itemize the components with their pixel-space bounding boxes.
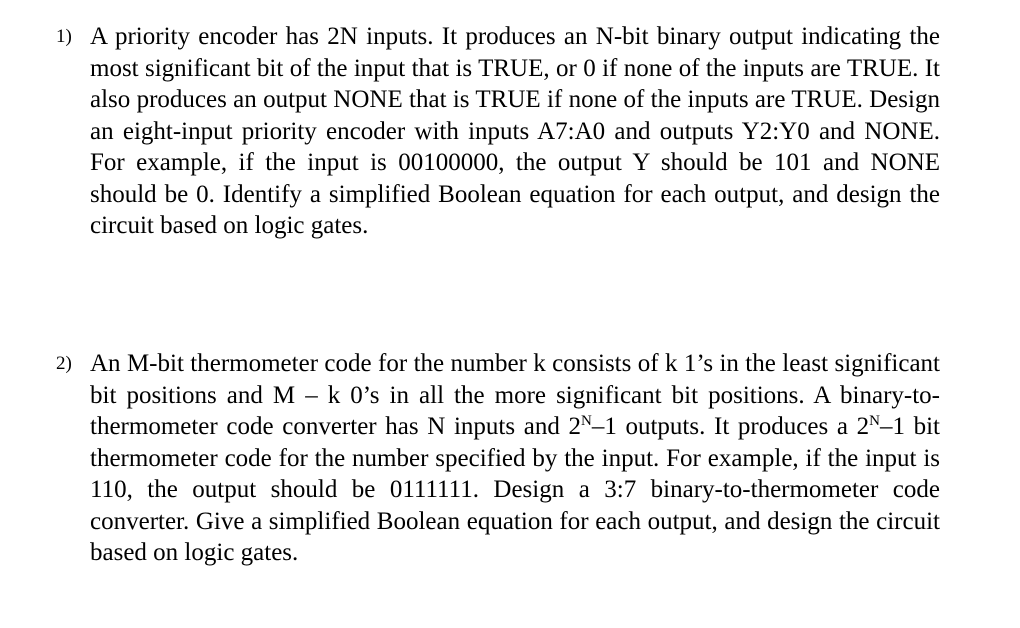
problem-2-superscript-2: N — [869, 413, 880, 429]
problem-1 — [56, 21, 940, 242]
problem-2-text-part-2: –1 outputs. It produces a 2 — [591, 413, 870, 440]
problem-2-text — [90, 348, 940, 569]
problem-2-superscript-1: N — [580, 413, 592, 429]
problem-2-number: 2) — [56, 353, 72, 374]
problem-1-text: A priority encoder has 2N inputs. It produces an N-bit binary output indicating the most significant bit of the input that is TRUE, or 0 if none of the inputs are TRUE. It also produces an output NONE that is TRUE if none of the inputs are TRUE. Design an eight-input priority encoder with inputs A7:A0 and outputs Y2:Y0 and NONE. For example, if the input is 00100000, the output Y should be 101 and NONE should be 0. Identify a simplified Boolean equation for each output, and design the circuit based on logic gates. — [90, 23, 940, 239]
problem-2-text-part-3: –1 bit thermometer code for the number specified by the input. For example, if the input is 110, the output should be 0111111. Design a 3:7 binary-to-thermometer code converter. Give a simplified Boolean equation for each output, and design the circuit based on logic gates. — [90, 413, 940, 566]
problem-2 — [56, 348, 940, 569]
problem-1-number: 1) — [56, 26, 72, 47]
problem-2-text-part-1: An M-bit thermometer code for the number k consists of k 1’s in the least significant bit positions and M – k 0’s in all the more significant bit positions. A binary-to-thermometer code converter has N inputs and 2 — [90, 350, 940, 440]
